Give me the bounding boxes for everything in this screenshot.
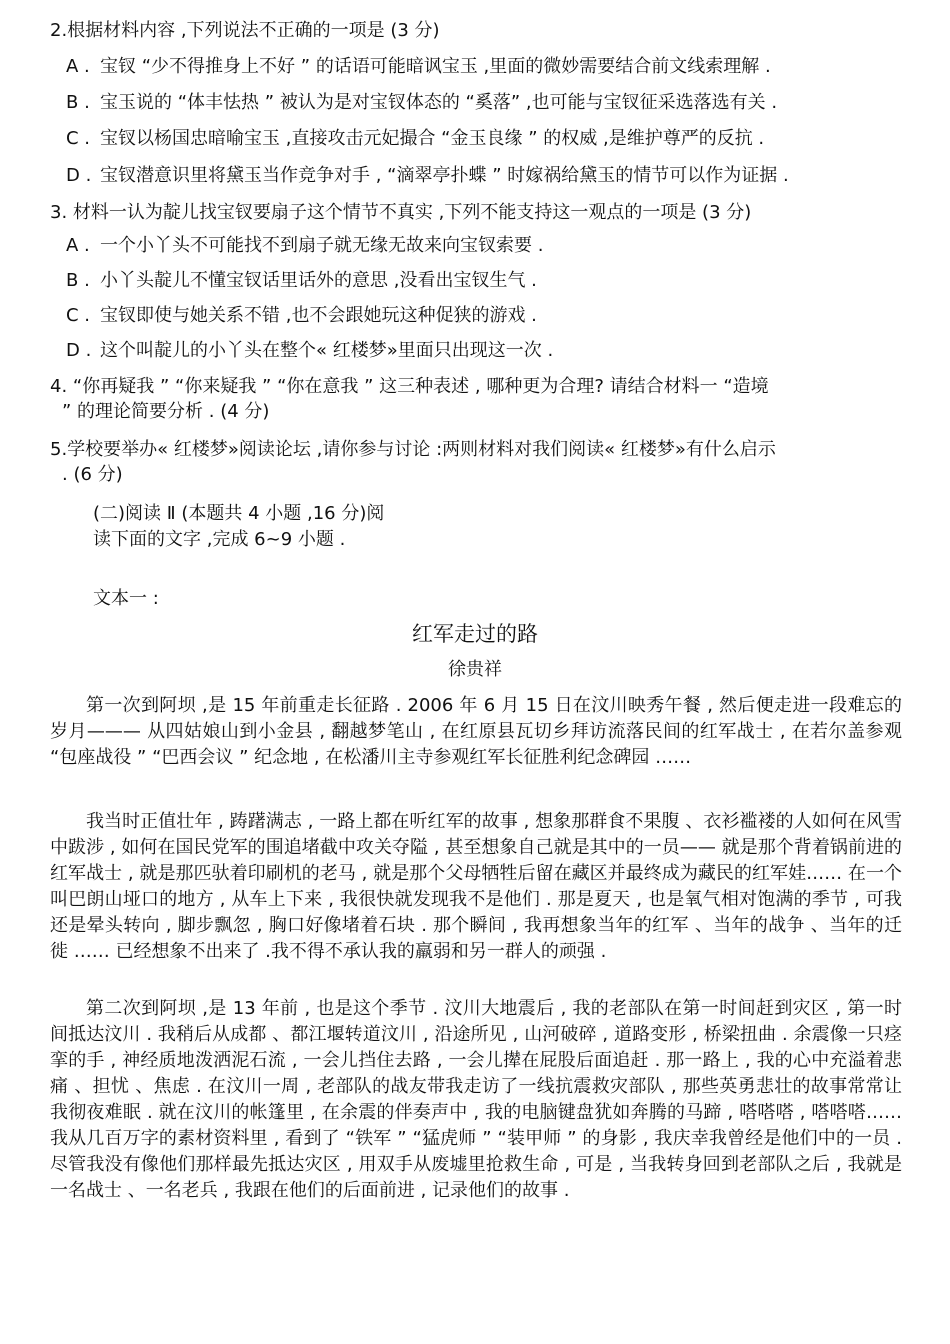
question-4-stem-line-2: ” 的理论简要分析 . (4 分) [62, 401, 270, 422]
question-2-option-d [66, 163, 789, 189]
question-3-option-a [66, 233, 543, 259]
article-author: 徐贵祥 [448, 659, 502, 680]
question-5-stem-line-2: . (6 分) [62, 464, 123, 485]
article-paragraph-2: 我当时正值壮年 , 踌躇满志 , 一路上都在听红军的故事 , 想象那群食不果腹 、衣衫褴褛的人如何在风雪中跋涉 , 如何在国民党军的围追堵截中攻关夺隘 , 甚至想象自己就是其中的一员—— 就是那个背着锅前进的红军战士 , 就是那匹驮着印刷机的老马 , 就是那个父母牺牲后留在藏区并最终成为藏民的红军娃…… 在一个叫巴朗山垭口的地方 , 从车上下来 , 我很快就发现我不是他们 . 那是夏天 , 也是氧气相对饱满的季节 , 可我还是晕头转向 , 脚步飘忽 , 胸口好像堵着石块 . 那个瞬间 , 我再想象当年的红军 、当年的战争 、当年的迁徙 …… 已经想象不出来了 .我不得不承认我的羸弱和另一群人的顽强 . [50, 811, 902, 962]
option-text: 宝钗 “少不得推身上不好 ” 的话语可能暗讽宝玉 ,里面的微妙需要结合前文线索理解 . [100, 56, 771, 77]
question-2-option-a [66, 54, 771, 80]
option-letter: C . [66, 305, 91, 326]
article-title: 红军走过的路 [412, 622, 538, 646]
question-2-option-b [66, 90, 777, 116]
option-letter: B . [66, 270, 90, 291]
question-3-stem: 3. 材料一认为靛儿找宝钗要扇子这个情节不真实 ,下列不能支持这一观点的一项是 (3 分) [50, 202, 752, 223]
option-text: 宝钗潜意识里将黛玉当作竞争对手 , “滴翠亭扑蝶 ” 时嫁祸给黛玉的情节可以作为证据 . [100, 165, 789, 186]
article-paragraph-1: 第一次到阿坝 ,是 15 年前重走长征路 . 2006 年 6 月 15 日在汶川映秀午餐 , 然后便走进一段难忘的岁月——— 从四姑娘山到小金县 , 翻越梦笔山 , 在红原县瓦切乡拜访流落民间的红军战士 , 在若尔盖参观 “包座战役 ” “巴西会议 ” 纪念地 , 在松潘川主寺参观红军长征胜利纪念碑园 …… [50, 695, 902, 768]
option-text: 宝钗即使与她关系不错 ,也不会跟她玩这种促狭的游戏 . [100, 305, 537, 326]
question-2-stem: 2.根据材料内容 ,下列说法不正确的一项是 (3 分) [50, 20, 440, 41]
option-text: 一个小丫头不可能找不到扇子就无缘无故来向宝钗索要 . [100, 235, 544, 256]
question-2-option-c [66, 126, 764, 152]
question-5-stem-line-1: 5.学校要举办« 红楼梦»阅读论坛 ,请你参与讨论 :两则材料对我们阅读« 红楼梦»有什么启示 [50, 439, 776, 460]
option-text: 宝玉说的 “体丰怯热 ” 被认为是对宝钗体态的 “奚落” ,也可能与宝钗征采选落选有关 . [100, 92, 778, 113]
question-3-option-b [66, 268, 537, 294]
question-4-stem-line-1: 4. “你再疑我 ” “你来疑我 ” “你在意我 ” 这三种表述 , 哪种更为合理? 请结合材料一 “造境 [50, 376, 769, 397]
option-letter: D . [66, 165, 92, 186]
option-letter: C . [66, 128, 91, 149]
option-text: 宝钗以杨国忠暗喻宝玉 ,直接攻击元妃撮合 “金玉良缘 ” 的权威 ,是维护尊严的反抗 . [100, 128, 765, 149]
option-letter: D . [66, 340, 92, 361]
question-3-option-d [66, 338, 553, 364]
option-letter: A . [66, 235, 90, 256]
text-label: 文本一 : [93, 588, 159, 609]
option-text: 这个叫靛儿的小丫头在整个« 红楼梦»里面只出现这一次 . [100, 340, 554, 361]
section-heading: (二)阅读 Ⅱ (本题共 4 小题 ,16 分)阅读下面的文字 ,完成 6~9 小题 . [93, 503, 385, 550]
option-text: 小丫头靛儿不懂宝钗话里话外的意思 ,没看出宝钗生气 . [100, 270, 537, 291]
option-letter: A . [66, 56, 90, 77]
article-paragraph-3: 第二次到阿坝 ,是 13 年前 , 也是这个季节 . 汶川大地震后 , 我的老部队在第一时间赶到灾区 , 第一时间抵达汶川 . 我稍后从成都 、都江堰转道汶川 , 沿途所见 , 山河破碎 , 道路变形 , 桥梁扭曲 . 余震像一只痉挛的手 , 神经质地泼洒泥石流 , 一会儿挡住去路 , 一会儿撵在屁股后面追赶 . 那一路上 , 我的心中充溢着悲痛 、担忧 、焦虑 . 在汶川一周 , 老部队的战友带我走访了一线抗震救灾部队 , 那些英勇悲壮的故事常常让我彻夜难眠 . 就在汶川的帐篷里 , 在余震的伴奏声中 , 我的电脑键盘犹如奔腾的马蹄 , 嗒嗒嗒 , 嗒嗒嗒…… 我从几百万字的素材资料里 , 看到了 “铁军 ” “猛虎师 ” “装甲师 ” 的身影 , 我庆幸我曾经是他们中的一员 . 尽管我没有像他们那样最先抵达灾区 , 用双手从废墟里抢救生命 , 可是 , 当我转身回到老部队之后 , 我就是一名战士 、一名老兵 , 我跟在他们的后面前进 , 记录他们的故事 . [50, 998, 902, 1201]
question-3-option-c [66, 303, 537, 329]
option-letter: B . [66, 92, 90, 113]
